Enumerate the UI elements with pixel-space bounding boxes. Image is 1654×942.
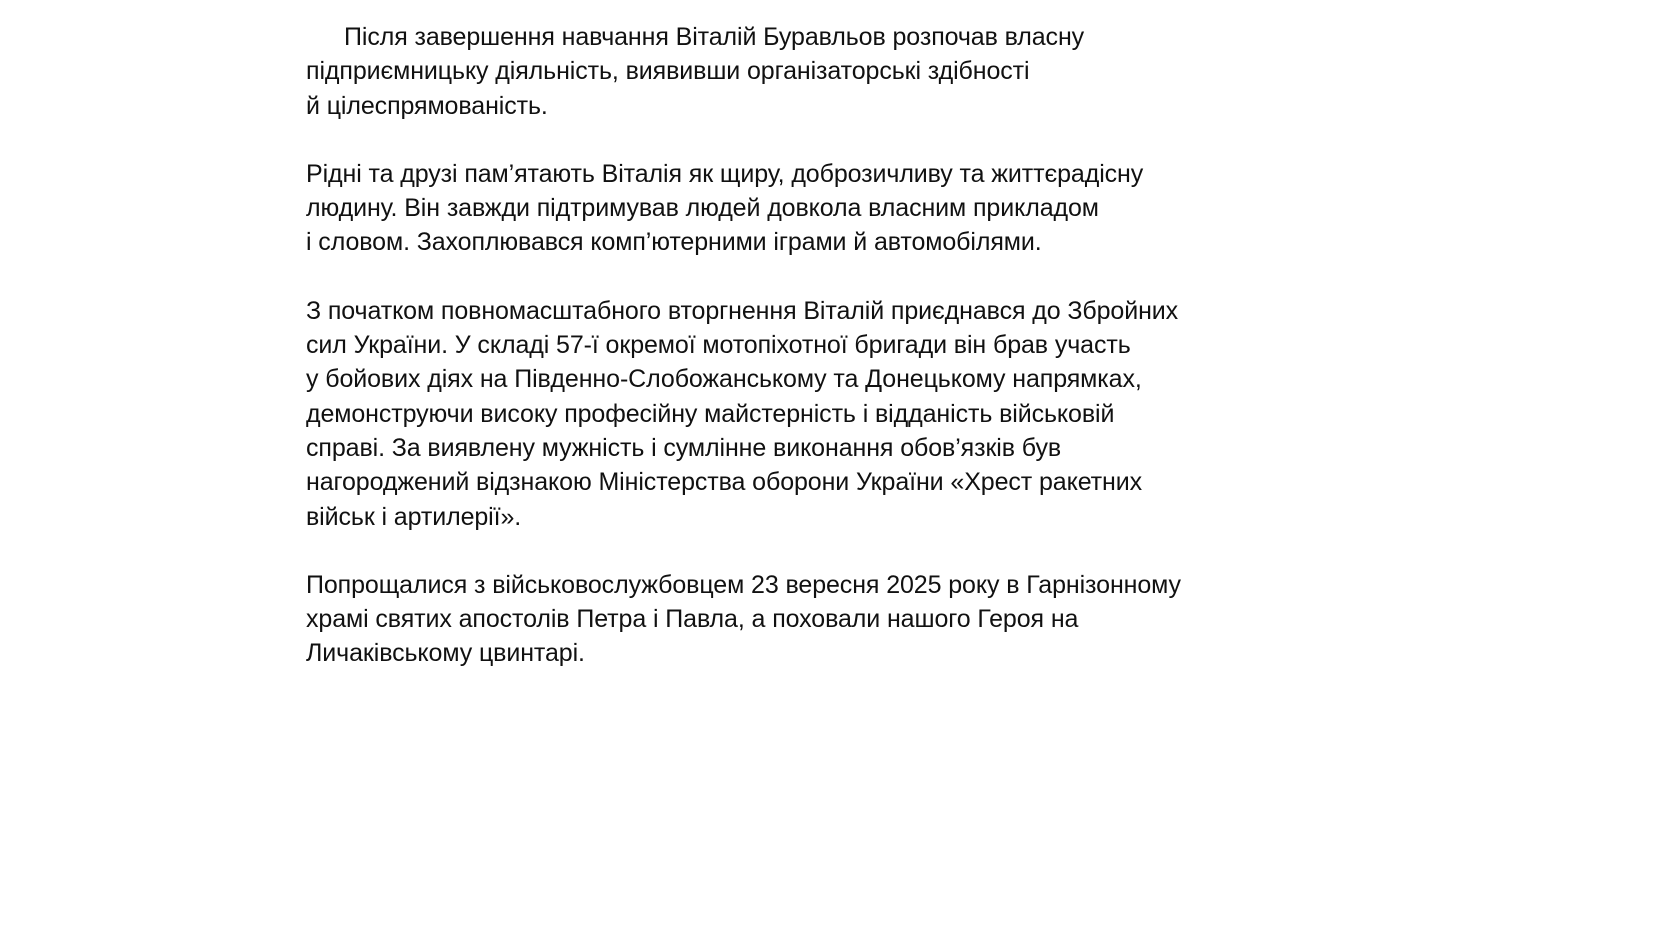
- text-line: храмі святих апостолів Петра і Павла, а поховали нашого Героя на: [306, 605, 1079, 634]
- document-body: [306, 20, 1306, 705]
- paragraph-character: [306, 157, 1306, 260]
- text-line: Після завершення навчання Віталій Буравльов розпочав власну: [344, 23, 1085, 51]
- text-line: справі. За виявлену мужність і сумлінне виконання обов’язків був: [306, 433, 1062, 462]
- text-line: сил України. У складі 57-ї окремої мотопіхотної бригади він брав участь: [306, 331, 1131, 360]
- text-line: нагороджений відзнакою Міністерства оборони України «Хрест ракетних: [306, 468, 1142, 497]
- text-line: Личаківському цвинтарі.: [306, 639, 585, 668]
- text-line: військ і артилерії».: [306, 502, 522, 531]
- paragraph-farewell: [306, 568, 1306, 671]
- text-line: демонструючи високу професійну майстерність і відданість військовій: [306, 399, 1115, 428]
- text-line: підприємницьку діяльність, виявивши організаторські здібності: [306, 57, 1030, 86]
- paragraph-military-service: [306, 294, 1306, 534]
- text-line: у бойових діях на Південно-Слобожанському та Донецькому напрямках,: [306, 365, 1142, 394]
- text-line: Попрощалися з військовослужбовцем 23 вересня 2025 року в Гарнізонному: [306, 570, 1181, 599]
- text-line: Рідні та друзі пам’ятають Віталія як щиру, доброзичливу та життєрадісну: [306, 159, 1144, 188]
- paragraph-education: [306, 20, 1306, 123]
- text-line: людину. Він завжди підтримував людей довкола власним прикладом: [306, 194, 1099, 223]
- text-line: З початком повномасштабного вторгнення Віталій приєднався до Збройних: [306, 296, 1179, 325]
- text-line: й цілеспрямованість.: [306, 91, 548, 120]
- text-line: і словом. Захоплювався комп’ютерними іграми й автомобілями.: [306, 228, 1042, 257]
